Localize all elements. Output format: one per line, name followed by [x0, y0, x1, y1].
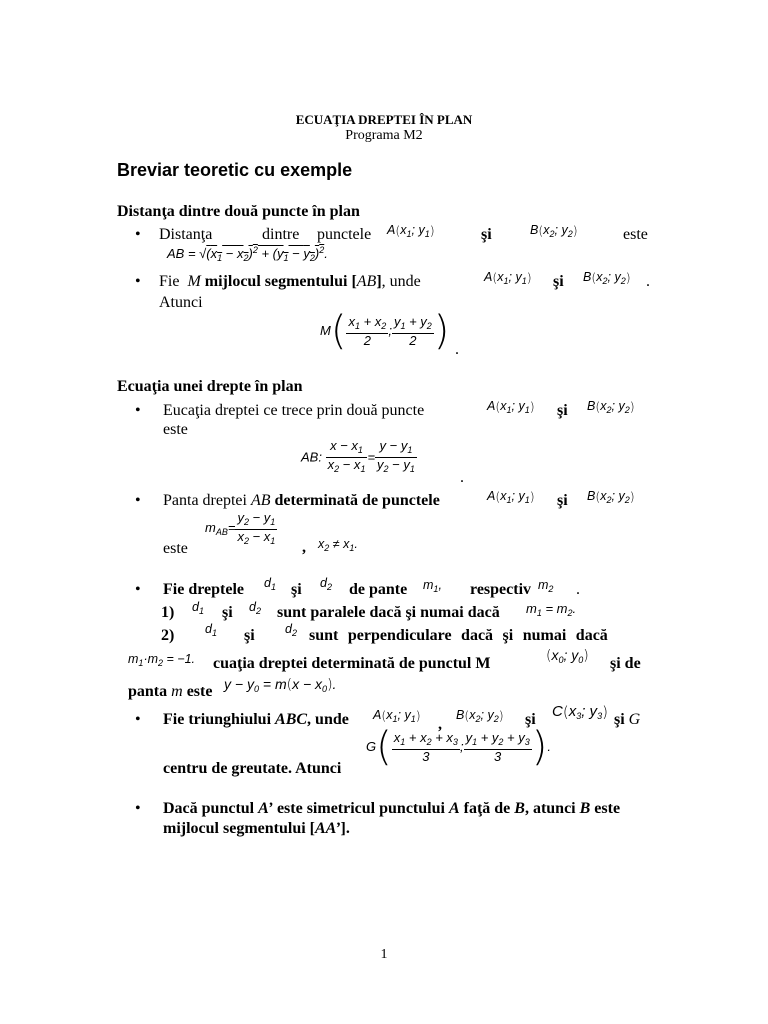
text-dot: .: [646, 273, 650, 290]
text-de-pante: de pante: [349, 581, 408, 598]
math-point-c: $C(x_3$; $y_3$): [552, 703, 608, 722]
page-subtitle: Programa M2: [345, 128, 423, 143]
math-d1: $d_1$: [205, 622, 217, 638]
text-si: şi: [481, 226, 492, 243]
math-point-b: $B(x_2$; $y_2$): [587, 488, 635, 505]
math-d2: $d_2$: [285, 622, 297, 638]
math-point-b: $B(x_2$; $y_2$): [456, 707, 504, 724]
text-line-through-points: Eucaţia dreptei ce trece prin două puncte: [163, 402, 425, 419]
bullet-icon: •: [135, 711, 141, 728]
text-symmetric-line1: Dacă punctul A’ este simetricul punctului A faţă de B, atunci B este: [163, 800, 621, 817]
bullet-icon: •: [135, 800, 141, 817]
section-heading-distance: Distanţa dintre două puncte în plan: [117, 203, 360, 220]
text-si: şi: [244, 627, 255, 644]
text-item-2: 2): [161, 627, 175, 644]
math-point-a: $A(x_1$; $y_1$): [484, 269, 532, 286]
math-point-a: $A(x_1$; $y_1$): [373, 707, 421, 724]
math-d1: $d_1$: [192, 600, 204, 616]
text-si: şi: [553, 273, 564, 290]
math-parallel-cond: $m_1 = m_2$.: [526, 601, 577, 618]
math-d2: $d_2$: [249, 600, 261, 616]
math-d1: $d_1$: [264, 576, 276, 592]
math-point-b: $B(x_2$; $y_2$): [530, 222, 578, 239]
math-point-a: $A(x_1$; $y_1$): [487, 488, 535, 505]
text-si-g: şi G: [614, 711, 641, 728]
text-parallel: sunt paralele dacă şi numai dacă: [277, 604, 500, 621]
text-respectiv: respectiv: [470, 581, 532, 598]
text-centroid: centru de greutate. Atunci: [163, 760, 342, 777]
math-m1: $m_1$,: [423, 578, 442, 594]
math-midpoint-formula: M( $\frac{x_1 + x_2}{2}$ ; $\frac{y_1 + y_2}{2}$ ): [320, 308, 450, 354]
text-si: şi: [557, 402, 568, 419]
text-atunci: Atunci: [159, 294, 203, 311]
math-point-slope-eq: $y - y_0 = m(x - x_0)$.: [224, 676, 337, 694]
text-si-de: şi de: [610, 655, 641, 672]
page-number: 1: [380, 947, 388, 962]
math-point-a: $A(x_1$; $y_1$): [387, 222, 435, 239]
text-punctele: punctele: [317, 226, 372, 243]
text-perpendicular: sunt perpendiculare dacă şi numai dacă: [309, 627, 608, 644]
math-point-b: $B(x_2$; $y_2$): [587, 398, 635, 415]
section-title: Breviar teoretic cu exemple: [117, 160, 353, 180]
bullet-icon: •: [135, 226, 141, 243]
text-slope: Panta dreptei AB determinată de punctele: [163, 492, 440, 509]
math-d2: $d_2$: [320, 576, 332, 592]
math-centroid-formula: G( $\frac{x_1 + x_2 + x_3}{3}$ ; $\frac{y_1 + y_2 + y_3}{3}$ ).: [366, 724, 551, 770]
bullet-icon: •: [135, 402, 141, 419]
text-si: şi: [557, 492, 568, 509]
math-point-a: $A(x_1$; $y_1$): [487, 398, 535, 415]
text-este: este: [163, 540, 188, 557]
text-comma: ,: [302, 539, 306, 556]
bullet-icon: •: [135, 492, 141, 509]
text-si: şi: [525, 711, 536, 728]
text-ecuatia: cuaţia dreptei determinată de punctul M: [213, 655, 491, 672]
text-dintre: dintre: [262, 226, 300, 243]
text-este: este: [623, 226, 648, 243]
text-dot: .: [460, 469, 464, 486]
text-comma: ,: [438, 716, 442, 733]
math-perp-cond: $m_1\cdot m_2 = -1$.: [128, 652, 196, 668]
math-slope-formula: $m_{AB}=$ $\frac{y_2 - y_1}{x_2 - x_1}$: [205, 510, 276, 546]
text-triangle: Fie triunghiului ABC, unde: [163, 711, 349, 728]
math-distance-formula: AB = $√(x_1 - x_2)^2 + (y_1 - y_2)^2$.: [167, 245, 328, 263]
text-si: şi: [222, 604, 233, 621]
math-m2: $m_2$: [538, 578, 554, 594]
text-si: şi: [291, 581, 302, 598]
section-heading-line-equation: Ecuaţia unei drepte în plan: [117, 378, 303, 395]
text-este: este: [163, 421, 188, 438]
page-title: ECUAŢIA DREPTEI ÎN PLAN: [295, 112, 473, 127]
text-dot: .: [455, 341, 459, 358]
math-point-b: $B(x_2$; $y_2$): [583, 269, 631, 286]
text-fie-dreptele: Fie dreptele: [163, 581, 245, 598]
text-panta-m-este: panta m este: [128, 683, 213, 700]
text-fie-m: Fie M mijlocul segmentului [AB], unde: [159, 273, 421, 290]
math-point-m: ($x_0$; $y_0$): [546, 647, 589, 665]
math-condition: $x_2 \ne x_1$.: [318, 537, 358, 553]
text-item-1: 1): [161, 604, 175, 621]
text-dot: .: [576, 581, 580, 598]
bullet-icon: •: [135, 581, 141, 598]
math-line-equation: AB: $\frac{x - x_1}{x_2 - x_1}$ = $\frac{y - y_1}{y_2 - y_1}$: [301, 438, 415, 474]
text-distanta: Distanţa: [159, 226, 213, 243]
bullet-icon: •: [135, 273, 141, 290]
text-symmetric-line2: mijlocul segmentului [AA’].: [163, 820, 350, 837]
